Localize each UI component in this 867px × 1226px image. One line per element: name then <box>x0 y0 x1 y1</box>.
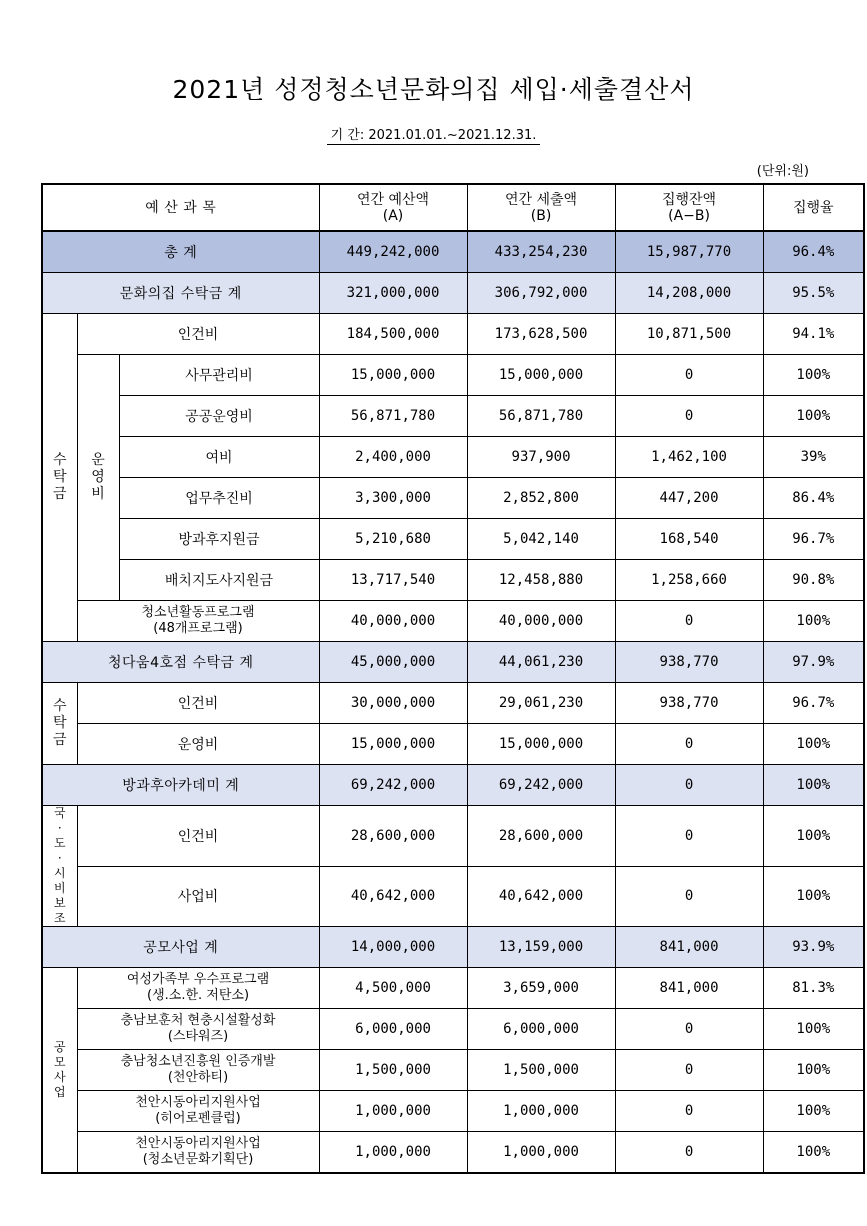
row-spent: 29,061,230 <box>467 683 615 724</box>
section-label: 문화의집 수탁금 계 <box>42 273 319 314</box>
section-rate: 97.9% <box>763 642 864 683</box>
section-row-after-school <box>42 765 864 806</box>
row-budget: 13,717,540 <box>319 560 467 601</box>
row-label: 방과후지원금 <box>119 519 319 560</box>
row-budget: 2,400,000 <box>319 437 467 478</box>
section-row-cheongdaum <box>42 642 864 683</box>
row-budget: 1,500,000 <box>319 1050 467 1091</box>
group-label-trust-fund-2 <box>42 683 77 765</box>
row-rate: 100% <box>763 355 864 396</box>
table-row <box>42 437 864 478</box>
row-balance: 0 <box>615 1091 763 1132</box>
section-rate: 95.5% <box>763 273 864 314</box>
row-balance: 0 <box>615 724 763 765</box>
total-label: 총 계 <box>42 231 319 273</box>
section-spent: 69,242,000 <box>467 765 615 806</box>
row-spent: 15,000,000 <box>467 355 615 396</box>
table-row <box>42 683 864 724</box>
group-text: 국·도·시비보조 <box>53 806 66 925</box>
section-balance: 0 <box>615 765 763 806</box>
row-balance: 0 <box>615 396 763 437</box>
group-text: 공모사업 <box>53 1040 66 1099</box>
row-balance: 0 <box>615 1132 763 1174</box>
section-spent: 44,061,230 <box>467 642 615 683</box>
row-label <box>77 601 319 642</box>
row-budget: 15,000,000 <box>319 355 467 396</box>
document-title: 2021년 성정청소년문화의집 세입·세출결산서 <box>172 75 695 104</box>
row-balance: 0 <box>615 355 763 396</box>
row-label: 배치지도사지원금 <box>119 560 319 601</box>
table-row <box>42 560 864 601</box>
row-budget: 30,000,000 <box>319 683 467 724</box>
header-row <box>42 184 864 231</box>
row-rate: 90.8% <box>763 560 864 601</box>
row-spent: 15,000,000 <box>467 724 615 765</box>
section-budget: 69,242,000 <box>319 765 467 806</box>
group-text: 수탁금 <box>52 452 67 502</box>
group-label-public-projects <box>42 968 77 1174</box>
row-label: 사업비 <box>77 866 319 927</box>
section-spent: 306,792,000 <box>467 273 615 314</box>
section-label: 청다움4호점 수탁금 계 <box>42 642 319 683</box>
row-rate: 100% <box>763 1091 864 1132</box>
row-balance: 938,770 <box>615 683 763 724</box>
row-spent: 6,000,000 <box>467 1009 615 1050</box>
row-budget: 28,600,000 <box>319 806 467 867</box>
header-budget-line1: 연간 예산액 <box>356 191 430 208</box>
subgroup-label-operating <box>77 355 119 601</box>
header-spent-line1: 연간 세출액 <box>504 191 578 208</box>
row-label-line1: 천안시동아리지원사업 <box>135 1095 261 1110</box>
table-row <box>42 478 864 519</box>
row-balance: 168,540 <box>615 519 763 560</box>
row-budget: 3,300,000 <box>319 478 467 519</box>
total-balance: 15,987,770 <box>615 231 763 273</box>
header-spent <box>467 184 615 231</box>
row-rate: 100% <box>763 1132 864 1174</box>
period-text: 기 간: 2021.01.01.~2021.12.31. <box>327 128 541 145</box>
section-budget: 45,000,000 <box>319 642 467 683</box>
section-balance: 841,000 <box>615 927 763 968</box>
row-label-line1: 여성가족부 우수프로그램 <box>126 972 270 987</box>
section-balance: 938,770 <box>615 642 763 683</box>
row-label: 업무추진비 <box>119 478 319 519</box>
table-row <box>42 314 864 355</box>
row-balance: 841,000 <box>615 968 763 1009</box>
row-budget: 4,500,000 <box>319 968 467 1009</box>
row-spent: 12,458,880 <box>467 560 615 601</box>
row-budget: 40,642,000 <box>319 866 467 927</box>
row-label <box>77 1050 319 1091</box>
row-label: 여비 <box>119 437 319 478</box>
row-label-line2: (48개프로그램) <box>153 621 243 636</box>
row-label: 인건비 <box>77 683 319 724</box>
row-label: 사무관리비 <box>119 355 319 396</box>
row-rate: 86.4% <box>763 478 864 519</box>
row-rate: 100% <box>763 1009 864 1050</box>
row-label <box>77 1091 319 1132</box>
row-spent: 3,659,000 <box>467 968 615 1009</box>
row-budget: 5,210,680 <box>319 519 467 560</box>
row-rate: 96.7% <box>763 683 864 724</box>
row-spent: 1,500,000 <box>467 1050 615 1091</box>
row-spent: 40,642,000 <box>467 866 615 927</box>
row-spent: 2,852,800 <box>467 478 615 519</box>
row-rate: 100% <box>763 866 864 927</box>
table-row <box>42 601 864 642</box>
row-label-line1: 청소년활동프로그램 <box>141 605 255 620</box>
row-rate: 100% <box>763 724 864 765</box>
settlement-table <box>41 183 865 1174</box>
row-label-line2: (생.소.한. 저탄소) <box>147 988 250 1003</box>
row-spent: 1,000,000 <box>467 1132 615 1174</box>
row-rate: 81.3% <box>763 968 864 1009</box>
row-spent: 28,600,000 <box>467 806 615 867</box>
unit-label: (단위:원) <box>756 164 809 179</box>
total-spent: 433,254,230 <box>467 231 615 273</box>
subgroup-text: 운영비 <box>91 452 105 502</box>
row-spent: 937,900 <box>467 437 615 478</box>
section-rate: 100% <box>763 765 864 806</box>
row-rate: 39% <box>763 437 864 478</box>
table-row <box>42 866 864 927</box>
row-label: 운영비 <box>77 724 319 765</box>
header-item: 예 산 과 목 <box>42 184 319 231</box>
section-label: 공모사업 계 <box>42 927 319 968</box>
row-rate: 100% <box>763 601 864 642</box>
row-budget: 40,000,000 <box>319 601 467 642</box>
group-label-trust-fund <box>42 314 77 642</box>
header-budget-line2: (A) <box>382 207 404 224</box>
row-balance: 447,200 <box>615 478 763 519</box>
period-line <box>0 124 867 143</box>
row-balance: 1,258,660 <box>615 560 763 601</box>
table-row <box>42 1050 864 1091</box>
row-label-line2: (청소년문화기획단) <box>142 1152 254 1167</box>
group-text: 수탁금 <box>52 698 67 748</box>
table-row <box>42 968 864 1009</box>
header-rate: 집행율 <box>763 184 864 231</box>
table-row <box>42 519 864 560</box>
section-row-community-house <box>42 273 864 314</box>
row-spent: 1,000,000 <box>467 1091 615 1132</box>
row-label: 인건비 <box>77 806 319 867</box>
row-balance: 0 <box>615 1009 763 1050</box>
section-balance: 14,208,000 <box>615 273 763 314</box>
row-balance: 10,871,500 <box>615 314 763 355</box>
header-budget <box>319 184 467 231</box>
table-row <box>42 355 864 396</box>
row-label-line2: (스타워즈) <box>167 1029 229 1044</box>
row-rate: 94.1% <box>763 314 864 355</box>
row-balance: 0 <box>615 1050 763 1091</box>
row-spent: 173,628,500 <box>467 314 615 355</box>
header-balance-line1: 집행잔액 <box>661 191 717 208</box>
row-label-line1: 천안시동아리지원사업 <box>135 1136 261 1151</box>
row-balance: 0 <box>615 601 763 642</box>
group-label-subsidy <box>42 806 77 927</box>
row-budget: 1,000,000 <box>319 1091 467 1132</box>
header-balance-line2: (A−B) <box>668 207 710 224</box>
row-spent: 40,000,000 <box>467 601 615 642</box>
row-budget: 184,500,000 <box>319 314 467 355</box>
section-row-public-projects <box>42 927 864 968</box>
row-balance: 0 <box>615 866 763 927</box>
row-budget: 15,000,000 <box>319 724 467 765</box>
row-label: 인건비 <box>77 314 319 355</box>
row-label: 공공운영비 <box>119 396 319 437</box>
total-rate: 96.4% <box>763 231 864 273</box>
table-row <box>42 396 864 437</box>
section-budget: 321,000,000 <box>319 273 467 314</box>
row-label <box>77 1009 319 1050</box>
table-row <box>42 806 864 867</box>
row-budget: 1,000,000 <box>319 1132 467 1174</box>
table-row <box>42 1091 864 1132</box>
row-rate: 96.7% <box>763 519 864 560</box>
section-rate: 93.9% <box>763 927 864 968</box>
table-row <box>42 1009 864 1050</box>
row-label <box>77 968 319 1009</box>
table-row <box>42 724 864 765</box>
section-label: 방과후아카데미 계 <box>42 765 319 806</box>
row-balance: 0 <box>615 806 763 867</box>
row-balance: 1,462,100 <box>615 437 763 478</box>
row-budget: 6,000,000 <box>319 1009 467 1050</box>
row-label-line1: 충남보훈처 현충시설활성화 <box>120 1013 276 1028</box>
row-label-line2: (히어로펜클럽) <box>155 1111 241 1126</box>
row-rate: 100% <box>763 396 864 437</box>
section-spent: 13,159,000 <box>467 927 615 968</box>
header-balance <box>615 184 763 231</box>
row-rate: 100% <box>763 806 864 867</box>
row-rate: 100% <box>763 1050 864 1091</box>
header-spent-line2: (B) <box>530 207 552 224</box>
row-label-line2: (천안하티) <box>167 1070 229 1085</box>
row-label-line1: 충남청소년진흥원 인증개발 <box>120 1054 276 1069</box>
table-row <box>42 1132 864 1174</box>
row-spent: 5,042,140 <box>467 519 615 560</box>
row-spent: 56,871,780 <box>467 396 615 437</box>
total-row <box>42 231 864 273</box>
section-budget: 14,000,000 <box>319 927 467 968</box>
row-label <box>77 1132 319 1174</box>
row-budget: 56,871,780 <box>319 396 467 437</box>
total-budget: 449,242,000 <box>319 231 467 273</box>
